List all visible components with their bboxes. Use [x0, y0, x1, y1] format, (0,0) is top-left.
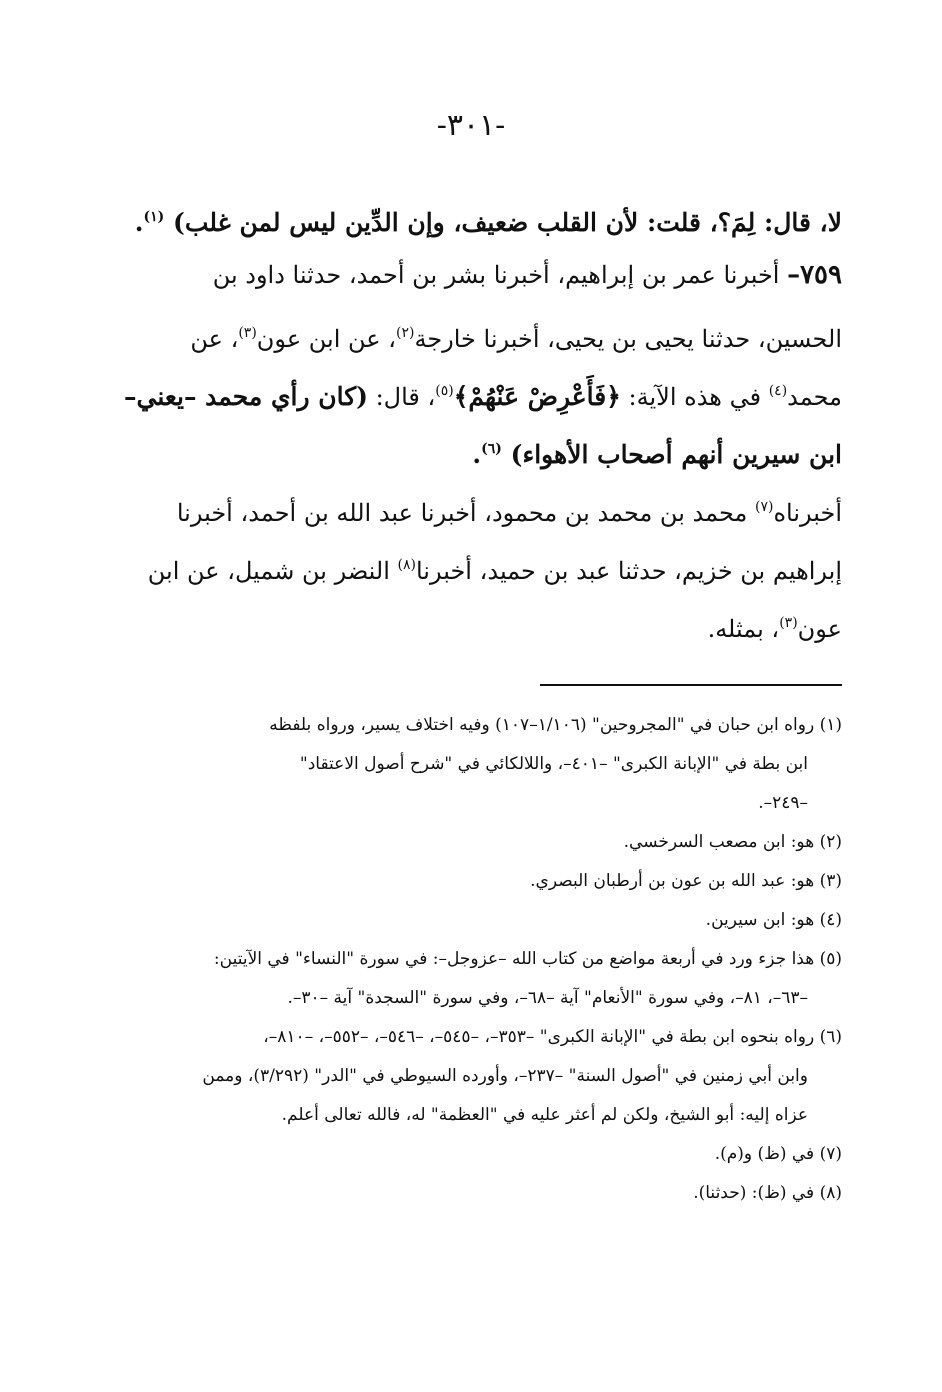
footnote-ref: (٢) — [395, 325, 415, 341]
text-span: في هذه الآية: — [620, 383, 769, 411]
text-span: . — [134, 208, 144, 237]
footnote-5: (٥) هذا جزء ورد في أربعة مواضع من كتاب الله –عزوجل–: في سورة "النساء" في الآيتين: — [213, 949, 842, 969]
text-span: . — [472, 440, 482, 469]
text-span: أخبرناه — [773, 499, 842, 527]
footnote-2: (٢) هو: ابن مصعب السرخسي. — [623, 832, 842, 852]
footnote-5-cont: –٦٣–، ٨١–، وفي سورة "الأنعام" آية –٦٨–، وفي سورة "السجدة" آية –٣٠–. — [287, 988, 808, 1008]
body-line-4 — [98, 362, 842, 420]
text-span: إبراهيم بن خزيم، حدثنا عبد بن حميد، أخبرنا — [415, 557, 842, 585]
footnote-ref: (٧) — [754, 499, 774, 515]
footnote-ref: (٥) — [435, 383, 454, 399]
text-span: ، بمثله. — [707, 615, 780, 643]
body-line-2 — [98, 246, 842, 304]
footnote-3: (٣) هو: عبد الله بن عون بن أرطبان البصري. — [530, 871, 842, 891]
footnote-ref: (٨) — [397, 557, 416, 573]
body-line-1 — [98, 188, 842, 246]
body-line-6 — [98, 478, 842, 536]
page-number: -٣٠١- — [436, 108, 506, 143]
text-span: محمد — [787, 383, 842, 411]
footnote-ref: (٣) — [238, 325, 257, 341]
footnote-7: (٧) في (ظ) و(م). — [714, 1144, 842, 1164]
quran-verse: ﴿فَأَعْرِضْ عَنْهُمْ﴾ — [453, 382, 621, 411]
footnotes — [98, 706, 842, 1213]
footnote-ref: (٣) — [779, 615, 798, 631]
footnote-6-cont: عزاه إليه: أبو الشيخ، ولكن لم أعثر عليه في "العظمة" له، فالله تعالى أعلم. — [281, 1105, 808, 1125]
text-span: أخبرنا عمر بن إبراهيم، أخبرنا بشر بن أحمد، حدثنا داود بن — [212, 261, 780, 289]
footnote-1: (١) رواه ابن حبان في "المجروحين" (١/١٠٦–١٠٧) وفيه اختلاف يسير، ورواه بلفظه — [269, 715, 842, 735]
text-span: ، عن — [190, 325, 239, 353]
hadith-number: ٧٥٩– — [787, 260, 842, 290]
text-span: ، قال: — [367, 383, 436, 411]
footnote-divider — [540, 684, 842, 686]
text-span: الحسين، حدثنا يحيى بن يحيى، أخبرنا خارجة — [414, 325, 842, 353]
body-line-7 — [98, 536, 842, 594]
footnote-ref: (١) — [143, 209, 165, 225]
footnote-6-cont: وابن أبي زمنين في "أصول السنة" –٢٣٧–، وأورده السيوطي في "الدر" (٣/٢٩٢)، وممن — [202, 1066, 808, 1086]
footnote-8: (٨) في (ظ): (حدثنا). — [693, 1183, 842, 1203]
footnote-1-cont: ابن بطة في "الإبانة الكبرى" –٤٠١–، واللالكائي في "شرح أصول الاعتقاد" — [299, 754, 808, 774]
text-span: محمد بن محمد بن محمود، أخبرنا عبد الله بن أحمد، أخبرنا — [176, 499, 755, 527]
footnote-ref: (٦) — [481, 441, 502, 457]
text-span: ابن سيرين أنهم أصحاب الأهواء) — [510, 440, 842, 469]
body-line-3 — [98, 304, 842, 362]
footnote-ref: (٤) — [768, 383, 788, 399]
text-span: ، عن ابن عون — [256, 325, 396, 353]
footnote-4: (٤) هو: ابن سيرين. — [705, 910, 842, 930]
body-line-5 — [98, 420, 842, 478]
footnote-1-cont: –٢٤٩–. — [758, 793, 808, 813]
text-span: لا، قال: لِمَ؟، قلت: لأن القلب ضعيف، وإن الدِّين ليس لمن غلب) — [173, 208, 842, 237]
body-line-8 — [98, 594, 842, 652]
main-text — [98, 188, 842, 652]
footnote-6: (٦) رواه بنحوه ابن بطة في "الإبانة الكبرى" –٣٥٣–، –٥٤٥–، –٥٤٦–، –٥٥٢–، –٨١٠–، — [263, 1027, 842, 1047]
text-span: (كان رأي محمد –يعني– — [124, 382, 368, 411]
text-span: عون — [797, 615, 842, 643]
text-span: النضر بن شميل، عن ابن — [147, 557, 398, 585]
